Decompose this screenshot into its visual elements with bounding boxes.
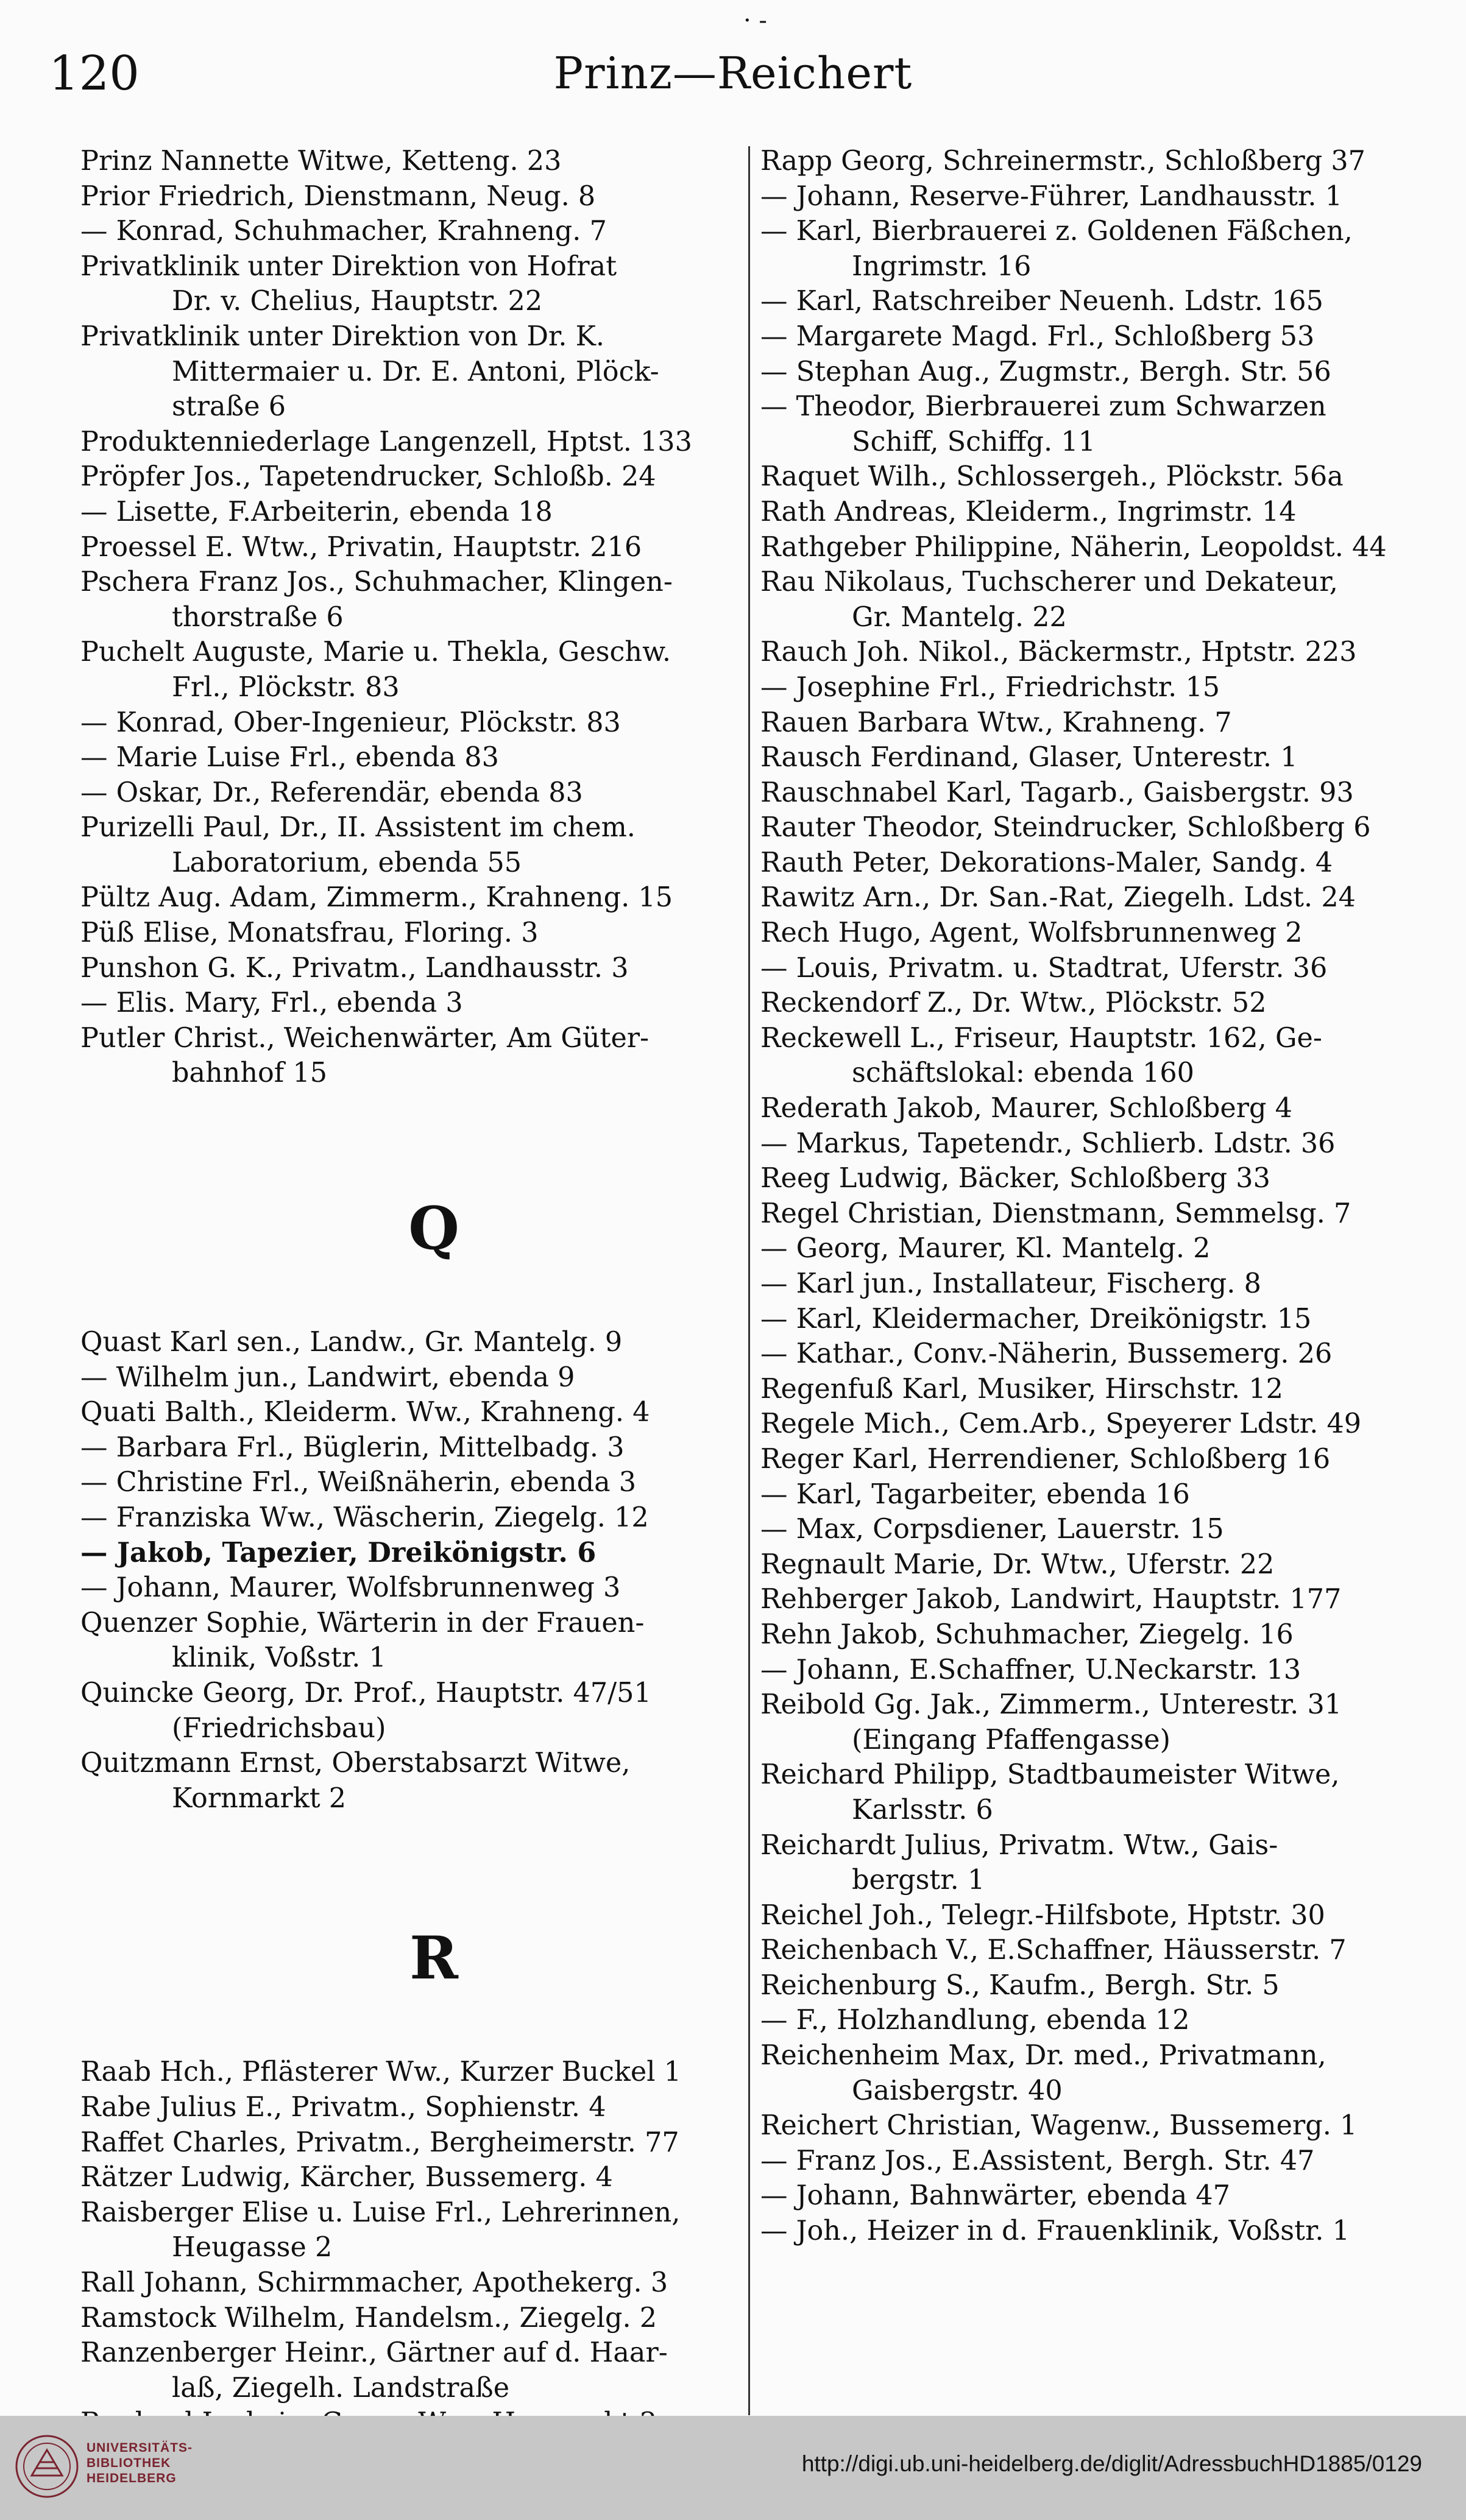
entry-line: Rauter Theodor, Steindrucker, Schloßberg 6 — [760, 812, 1371, 844]
directory-entry — [80, 2090, 751, 2125]
directory-entry — [760, 1477, 1431, 1512]
directory-entry — [760, 459, 1431, 495]
entry-line: — Johann, E.Schaffner, U.Neckarstr. 13 — [760, 1654, 1301, 1685]
entry-line: Putler Christ., Weichenwärter, Am Güter- — [80, 1022, 650, 1054]
entry-line: Puchelt Auguste, Marie u. Thekla, Geschw. — [80, 637, 671, 668]
entry-line: Rausch Ferdinand, Glaser, Unterestr. 1 — [760, 742, 1298, 774]
directory-entry — [760, 705, 1431, 741]
directory-entry — [760, 986, 1431, 1021]
entries-prinz — [80, 144, 751, 1091]
entry-line: Raffet Charles, Privatm., Bergheimerstr. 77 — [80, 2126, 679, 2158]
entry-line: — Louis, Privatm. u. Stadtrat, Uferstr. 36 — [760, 952, 1328, 984]
directory-entry — [760, 810, 1431, 845]
entry-line: Pschera Franz Jos., Schuhmacher, Klingen- — [80, 566, 673, 598]
running-head: Prinz—Reichert — [553, 48, 913, 99]
directory-entry — [760, 916, 1431, 951]
directory-entry — [760, 495, 1431, 530]
entry-line: Reichard Philipp, Stadtbaumeister Witwe, — [760, 1759, 1340, 1791]
directory-entry — [760, 1266, 1431, 1302]
entry-line: Rauen Barbara Wtw., Krahneng. 7 — [760, 707, 1232, 738]
entry-line: — Wilhelm jun., Landwirt, ebenda 9 — [80, 1361, 575, 1393]
directory-entry — [80, 951, 751, 986]
directory-entry — [760, 1161, 1431, 1196]
entry-line: — Kathar., Conv.-Näherin, Bussemerg. 26 — [760, 1338, 1333, 1370]
entry-continuation-line: Gr. Mantelg. 22 — [852, 601, 1067, 633]
entry-continuation-line: bergstr. 1 — [852, 1865, 985, 1896]
entry-line: Rauth Peter, Dekorations-Maler, Sandg. 4 — [760, 847, 1333, 878]
directory-entry — [80, 2265, 751, 2301]
section-letter-r: R — [409, 1924, 458, 1993]
entry-line: Reckendorf Z., Dr. Wtw., Plöckstr. 52 — [760, 987, 1267, 1019]
entry-line: — Lisette, F.Arbeiterin, ebenda 18 — [80, 496, 553, 528]
directory-entry — [760, 284, 1431, 319]
entries-right — [760, 144, 1431, 2249]
entry-line: — Josephine Frl., Friedrichstr. 15 — [760, 671, 1220, 703]
directory-entry — [760, 2108, 1431, 2144]
directory-entry — [80, 880, 751, 916]
directory-entry — [760, 951, 1431, 986]
directory-entry — [760, 1828, 1431, 1898]
entry-line: Prinz Nannette Witwe, Ketteng. 23 — [80, 146, 562, 177]
entry-line: Purizelli Paul, Dr., II. Assistent im chem. — [80, 812, 636, 844]
entry-line: — Karl, Tagarbeiter, ebenda 16 — [760, 1478, 1190, 1510]
directory-entry — [80, 530, 751, 565]
entry-line: — Christine Frl., Weißnäherin, ebenda 3 — [80, 1467, 637, 1498]
directory-entry — [80, 2301, 751, 2336]
entry-line: — Stephan Aug., Zugmstr., Bergh. Str. 56 — [760, 356, 1331, 387]
directory-entry — [760, 1617, 1431, 1653]
library-line: UNIVERSITÄTS- — [87, 2441, 193, 2455]
directory-entry — [80, 459, 751, 495]
entry-continuation-line: laß, Ziegelh. Landstraße — [172, 2372, 510, 2404]
directory-entry — [80, 2195, 751, 2265]
directory-entry — [80, 1395, 751, 1430]
directory-entry — [760, 1302, 1431, 1337]
entries-q — [80, 1325, 751, 1816]
entry-line: Raab Hch., Pflästerer Ww., Kurzer Buckel 1 — [80, 2056, 681, 2088]
directory-entry — [80, 319, 751, 425]
entry-line: — Johann, Reserve-Führer, Landhausstr. 1 — [760, 180, 1342, 212]
entry-line: Rathgeber Philippine, Näherin, Leopoldst. 44 — [760, 531, 1387, 563]
entry-continuation-line: Mittermaier u. Dr. E. Antoni, Plöck- — [172, 356, 659, 387]
entry-line: Ranzenberger Heinr., Gärtner auf d. Haar- — [80, 2337, 668, 2369]
entry-line: Regenfuß Karl, Musiker, Hirschstr. 12 — [760, 1373, 1283, 1405]
top-marks: · - — [743, 7, 767, 35]
entry-line: Quincke Georg, Dr. Prof., Hauptstr. 47/51 — [80, 1677, 651, 1709]
library-line: BIBLIOTHEK — [87, 2456, 171, 2470]
entry-line: Ramstock Wilhelm, Handelsm., Ziegelg. 2 — [80, 2302, 657, 2334]
source-url-link[interactable]: http://digi.ub.uni-heidelberg.de/diglit/AdressbuchHD1885/0129 — [801, 2451, 1422, 2476]
entry-line: Punshon G. K., Privatm., Landhausstr. 3 — [80, 952, 629, 984]
directory-entry — [80, 986, 751, 1021]
directory-entry — [760, 775, 1431, 811]
left-column — [80, 144, 751, 2441]
entry-line: Rabe Julius E., Privatm., Sophienstr. 4 — [80, 2091, 606, 2123]
entry-line: — Oskar, Dr., Referendär, ebenda 83 — [80, 777, 583, 808]
entry-line: — Theodor, Bierbrauerei zum Schwarzen — [760, 391, 1326, 423]
directory-entry — [760, 2003, 1431, 2038]
directory-entry — [760, 2178, 1431, 2214]
entry-line: — Konrad, Schuhmacher, Krahneng. 7 — [80, 216, 607, 247]
entry-line: Rederath Jakob, Maurer, Schloßberg 4 — [760, 1093, 1292, 1124]
entry-continuation-line: Schiff, Schiffg. 11 — [852, 426, 1096, 457]
directory-entry — [80, 810, 751, 880]
directory-entry — [80, 179, 751, 214]
entry-line: — Karl, Kleidermacher, Dreikönigstr. 15 — [760, 1303, 1312, 1335]
entry-line: Reichenheim Max, Dr. med., Privatmann, — [760, 2040, 1326, 2072]
entry-line: Regele Mich., Cem.Arb., Speyerer Ldstr. 49 — [760, 1408, 1362, 1440]
directory-entry — [760, 1021, 1431, 1091]
directory-entry — [760, 1898, 1431, 1933]
entry-line: Quenzer Sophie, Wärterin in der Frauen- — [80, 1607, 645, 1639]
directory-entry — [80, 1430, 751, 1466]
entry-line: — Johann, Maurer, Wolfsbrunnenweg 3 — [80, 1572, 621, 1604]
entry-line: Rätzer Ludwig, Kärcher, Bussemerg. 4 — [80, 2162, 613, 2194]
entries-r — [80, 2055, 751, 2441]
entry-continuation-line: Karlsstr. 6 — [852, 1794, 993, 1826]
directory-entry — [80, 2160, 751, 2195]
entry-line: Proessel E. Wtw., Privatin, Hauptstr. 216 — [80, 531, 642, 563]
university-seal-icon[interactable] — [13, 2433, 80, 2500]
entry-continuation-line: Dr. v. Chelius, Hauptstr. 22 — [172, 286, 543, 317]
entry-line: — Max, Corpsdiener, Lauerstr. 15 — [760, 1514, 1224, 1545]
library-name[interactable] — [87, 2440, 193, 2486]
directory-entry — [760, 635, 1431, 670]
directory-entry — [760, 2214, 1431, 2249]
entry-line: Quati Balth., Kleiderm. Ww., Krahneng. 4 — [80, 1397, 650, 1428]
directory-entry — [80, 565, 751, 635]
directory-entry — [760, 1091, 1431, 1126]
entry-continuation-line: Laboratorium, ebenda 55 — [172, 847, 522, 878]
directory-entry — [80, 425, 751, 460]
directory-entry — [760, 1933, 1431, 1968]
entry-continuation-line: straße 6 — [172, 391, 286, 423]
directory-entry — [80, 916, 751, 951]
directory-entry — [760, 144, 1431, 179]
entry-line: Rehberger Jakob, Landwirt, Hauptstr. 177 — [760, 1584, 1342, 1615]
entry-line: — Johann, Bahnwärter, ebenda 47 — [760, 2180, 1231, 2212]
entry-line: Pröpfer Jos., Tapetendrucker, Schloßb. 24 — [80, 461, 656, 493]
entry-line: Pültz Aug. Adam, Zimmerm., Krahneng. 15 — [80, 882, 673, 914]
entry-line: Reichenbach V., E.Schaffner, Häusserstr. 7 — [760, 1935, 1347, 1966]
directory-entry — [760, 355, 1431, 390]
entry-line: Rehn Jakob, Schuhmacher, Ziegelg. 16 — [760, 1618, 1294, 1650]
entry-continuation-line: bahnhof 15 — [172, 1057, 328, 1089]
entry-line: — Karl jun., Installateur, Fischerg. 8 — [760, 1268, 1261, 1299]
entry-line: Produktenniederlage Langenzell, Hptst. 133 — [80, 426, 692, 457]
entry-line: — Barbara Frl., Büglerin, Mittelbadg. 3 — [80, 1431, 625, 1463]
directory-entry — [80, 1021, 751, 1091]
entry-continuation-line: klinik, Voßstr. 1 — [172, 1642, 386, 1674]
entry-continuation-line: Frl., Plöckstr. 83 — [172, 671, 400, 703]
entry-line: Rall Johann, Schirmmacher, Apothekerg. 3 — [80, 2267, 668, 2298]
entry-line: Rau Nikolaus, Tuchscherer und Dekateur, — [760, 566, 1338, 598]
entry-continuation-line: (Friedrichsbau) — [172, 1712, 386, 1744]
entry-line: Reeg Ludwig, Bäcker, Schloßberg 33 — [760, 1163, 1270, 1195]
directory-entry — [80, 1360, 751, 1396]
entry-line: Rauch Joh. Nikol., Bäckermstr., Hptstr. 223 — [760, 637, 1357, 668]
directory-entry — [80, 1536, 751, 1571]
entry-line: — Franz Jos., E.Assistent, Bergh. Str. 47 — [760, 2145, 1315, 2176]
entry-continuation-line: (Eingang Pfaffengasse) — [852, 1724, 1170, 1756]
directory-entry — [80, 1606, 751, 1676]
entry-line: Rapp Georg, Schreinermstr., Schloßberg 37 — [760, 146, 1365, 177]
directory-entry — [80, 495, 751, 530]
entry-line: — Georg, Maurer, Kl. Mantelg. 2 — [760, 1233, 1211, 1265]
directory-entry — [760, 1512, 1431, 1547]
entry-line: Reichel Joh., Telegr.-Hilfsbote, Hptstr. 30 — [760, 1899, 1325, 1931]
entry-line: — Markus, Tapetendr., Schlierb. Ldstr. 36 — [760, 1128, 1336, 1159]
entry-line: Rawitz Arn., Dr. San.-Rat, Ziegelh. Ldst. 24 — [760, 882, 1356, 914]
directory-entry — [760, 1582, 1431, 1617]
directory-entry — [760, 1406, 1431, 1442]
directory-entry — [80, 1325, 751, 1360]
entry-line: — Jakob, Tapezier, Dreikönigstr. 6 — [80, 1536, 597, 1569]
entry-line: Raquet Wilh., Schlossergeh., Plöckstr. 56a — [760, 461, 1344, 493]
directory-entry — [80, 2125, 751, 2161]
directory-entry — [80, 1570, 751, 1606]
entry-line: — Marie Luise Frl., ebenda 83 — [80, 742, 499, 774]
entry-line: Regel Christian, Dienstmann, Semmelsg. 7 — [760, 1198, 1351, 1229]
directory-entry — [760, 1757, 1431, 1827]
directory-entry — [760, 1126, 1431, 1162]
directory-entry — [80, 775, 751, 811]
directory-entry — [760, 214, 1431, 284]
entry-continuation-line: Kornmarkt 2 — [172, 1782, 347, 1814]
entry-line: — Karl, Ratschreiber Neuenh. Ldstr. 165 — [760, 286, 1323, 317]
entry-line: Rath Andreas, Kleiderm., Ingrimstr. 14 — [760, 496, 1297, 528]
directory-entry — [80, 1465, 751, 1500]
entry-line: Reckewell L., Friseur, Hauptstr. 162, Ge- — [760, 1022, 1322, 1054]
directory-entry — [760, 1653, 1431, 1688]
entry-line: Privatklinik unter Direktion von Hofrat — [80, 250, 617, 282]
directory-entry — [760, 1687, 1431, 1757]
directory-entry — [80, 249, 751, 319]
right-column — [760, 144, 1431, 2249]
library-line: HEIDELBERG — [87, 2471, 177, 2485]
section-letter-q: Q — [408, 1194, 459, 1263]
entry-line: — Konrad, Ober-Ingenieur, Plöckstr. 83 — [80, 707, 621, 738]
entry-continuation-line: Ingrimstr. 16 — [852, 250, 1032, 282]
entry-line: Privatklinik unter Direktion von Dr. K. — [80, 320, 605, 352]
directory-entry — [760, 1968, 1431, 2003]
directory-entry — [760, 1231, 1431, 1266]
directory-entry — [760, 880, 1431, 916]
directory-entry — [80, 1500, 751, 1536]
page-number: 120 — [49, 46, 140, 101]
directory-entry — [760, 2144, 1431, 2179]
directory-entry — [80, 2335, 751, 2405]
entry-line: — F., Holzhandlung, ebenda 12 — [760, 2005, 1190, 2036]
directory-entry — [80, 740, 751, 775]
directory-entry — [760, 389, 1431, 459]
directory-entry — [760, 565, 1431, 635]
entry-line: — Karl, Bierbrauerei z. Goldenen Fäßchen, — [760, 216, 1353, 247]
entry-line: — Joh., Heizer in d. Frauenklinik, Voßstr. 1 — [760, 2215, 1350, 2247]
entry-continuation-line: schäftslokal: ebenda 160 — [852, 1057, 1194, 1089]
directory-entry — [760, 179, 1431, 214]
directory-entry — [760, 2038, 1431, 2108]
directory-entry — [760, 1547, 1431, 1583]
entry-line: — Elis. Mary, Frl., ebenda 3 — [80, 987, 463, 1019]
entry-line: Reichenburg S., Kaufm., Bergh. Str. 5 — [760, 1969, 1280, 2001]
entry-line: Quitzmann Ernst, Oberstabsarzt Witwe, — [80, 1748, 631, 1779]
entry-line: Rauschnabel Karl, Tagarb., Gaisbergstr. 93 — [760, 777, 1354, 808]
directory-entry — [80, 1676, 751, 1746]
entry-line: — Franziska Ww., Wäscherin, Ziegelg. 12 — [80, 1502, 649, 1533]
directory-entry — [80, 705, 751, 741]
directory-entry — [80, 1746, 751, 1816]
directory-entry — [760, 845, 1431, 881]
directory-entry — [80, 2055, 751, 2090]
entry-line: Raisberger Elise u. Luise Frl., Lehrerinnen, — [80, 2197, 681, 2228]
entry-line: Quast Karl sen., Landw., Gr. Mantelg. 9 — [80, 1327, 623, 1358]
entry-line: Regnault Marie, Dr. Wtw., Uferstr. 22 — [760, 1548, 1275, 1580]
entry-continuation-line: Gaisbergstr. 40 — [852, 2075, 1063, 2106]
entry-line: Püß Elise, Monatsfrau, Floring. 3 — [80, 917, 539, 949]
entry-line: Reichardt Julius, Privatm. Wtw., Gais- — [760, 1829, 1278, 1861]
directory-entry — [760, 740, 1431, 775]
directory-entry — [760, 670, 1431, 705]
entry-line: Reibold Gg. Jak., Zimmerm., Unterestr. 31 — [760, 1689, 1342, 1721]
directory-entry — [80, 214, 751, 249]
directory-entry — [760, 530, 1431, 565]
entry-line: Reichert Christian, Wagenw., Bussemerg. 1 — [760, 2110, 1358, 2142]
footer-bar — [0, 2416, 1466, 2520]
entry-continuation-line: Heugasse 2 — [172, 2232, 333, 2264]
entry-line: Reger Karl, Herrendiener, Schloßberg 16 — [760, 1443, 1331, 1475]
directory-entry — [760, 1372, 1431, 1407]
directory-entry — [760, 319, 1431, 355]
directory-entry — [80, 144, 751, 179]
entry-line: Rech Hugo, Agent, Wolfsbrunnenweg 2 — [760, 917, 1303, 949]
entry-line: — Margarete Magd. Frl., Schloßberg 53 — [760, 320, 1315, 352]
entry-line: Prior Friedrich, Dienstmann, Neug. 8 — [80, 180, 596, 212]
directory-entry — [760, 1196, 1431, 1232]
directory-entry — [760, 1442, 1431, 1477]
directory-entry — [760, 1336, 1431, 1372]
directory-entry — [80, 635, 751, 705]
entry-continuation-line: thorstraße 6 — [172, 601, 344, 633]
